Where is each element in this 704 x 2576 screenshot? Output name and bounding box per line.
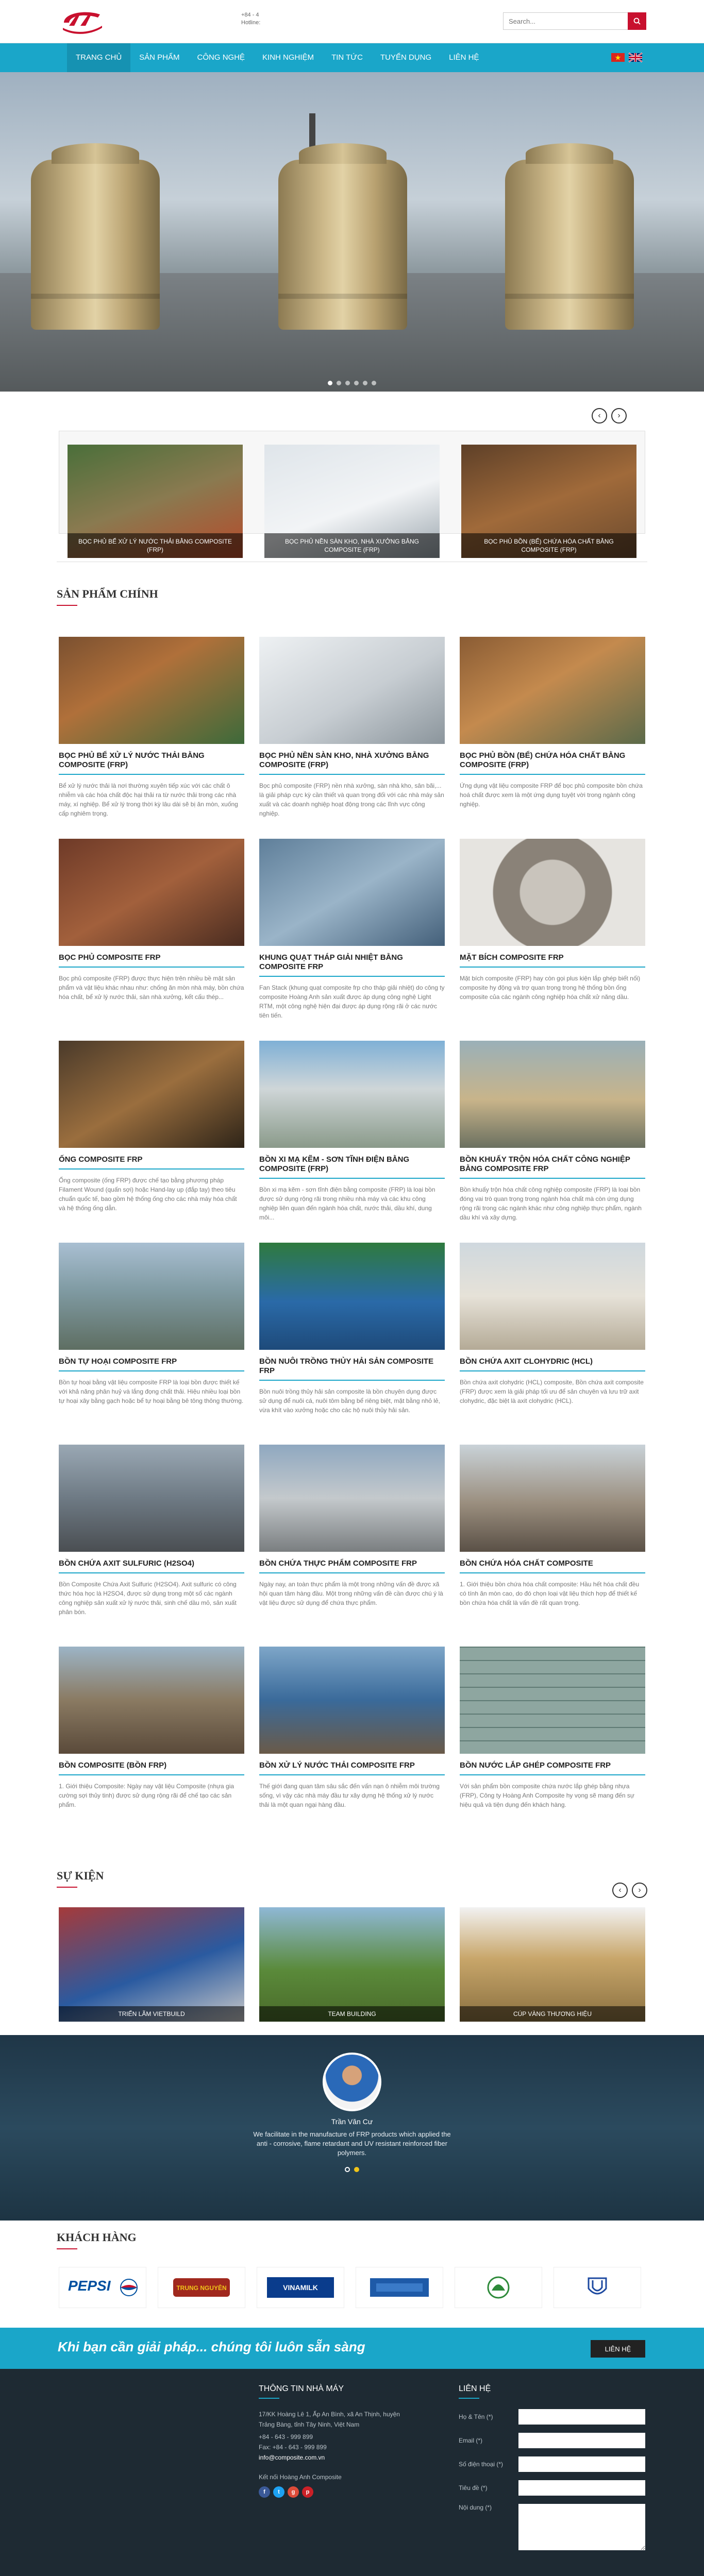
google-plus-icon[interactable]: g — [288, 2486, 299, 2498]
hero-dot[interactable] — [372, 381, 376, 385]
product-underline — [59, 1370, 244, 1371]
product-underline — [259, 1380, 445, 1381]
trung-nguyen-logo-icon — [163, 2273, 240, 2302]
prev-arrow-icon[interactable]: ‹ — [592, 408, 607, 423]
product-card[interactable] — [460, 839, 645, 1002]
product-title[interactable]: BỒN CHỨA AXIT CLOHYDRIC (HCL) — [460, 1357, 593, 1366]
nav-item-news[interactable]: TIN TỨC — [331, 53, 363, 62]
product-underline — [259, 1178, 445, 1179]
product-description: Fan Stack (khung quạt composite frp cho tháp giải nhiệt) do công ty composite Hoàng Anh sản xuất được áp dụng công nghệ Light RTM, một công nghệ hiện đại được áp dụng rộng rãi ở các nước tiên tiến. — [259, 984, 445, 1019]
product-title[interactable]: BỒN COMPOSITE (BỒN FRP) — [59, 1761, 167, 1770]
hero-slider[interactable] — [0, 72, 704, 392]
footer-connect-label: Kết nối Hoàng Anh Composite — [259, 2473, 342, 2481]
product-underline — [460, 774, 645, 775]
hero-tank — [505, 160, 634, 330]
product-image — [59, 1041, 244, 1148]
clients-section-title: KHÁCH HÀNG — [57, 2231, 137, 2249]
product-card[interactable] — [59, 1647, 244, 1809]
product-title[interactable]: BỒN CHỨA HÓA CHẤT COMPOSITE — [460, 1559, 593, 1568]
contact-email-label: Email (*) — [459, 2437, 483, 2444]
client-logo-text: VINAMILK — [283, 2283, 318, 2292]
product-title[interactable]: BỒN NUÔI TRỒNG THỦY HẢI SẢN COMPOSITE FRP — [259, 1357, 434, 1375]
product-title[interactable]: BỒN XỬ LÝ NƯỚC THẢI COMPOSITE FRP — [259, 1761, 415, 1770]
product-title[interactable]: BỒN CHỨA AXIT SULFURIC (H2SO4) — [59, 1559, 195, 1568]
product-image — [460, 1445, 645, 1552]
product-underline — [59, 1168, 244, 1170]
product-title[interactable]: KHUNG QUẠT THÁP GIẢI NHIỆT BẰNG COMPOSITE FRP — [259, 953, 403, 971]
nav-item-contact[interactable]: LIÊN HỆ — [449, 53, 479, 62]
event-card[interactable] — [460, 1907, 645, 2022]
product-title[interactable]: BỒN TỰ HOẠI COMPOSITE FRP — [59, 1357, 177, 1366]
testimonial-pagination — [0, 2167, 704, 2172]
contact-name-label: Họ & Tên (*) — [459, 2413, 493, 2420]
next-arrow-icon[interactable]: › — [632, 1883, 647, 1898]
search-button[interactable] — [628, 12, 646, 30]
testimonial-name: Trần Văn Cư — [331, 2117, 373, 2126]
footer-contact-title: LIÊN HỆ — [459, 2384, 491, 2399]
testimonial-dot[interactable] — [354, 2167, 359, 2172]
cta-contact-button[interactable]: LIÊN HỆ — [591, 2340, 645, 2358]
product-card[interactable] — [259, 1445, 445, 1607]
hero-tank — [31, 160, 160, 330]
product-image — [259, 839, 445, 946]
product-description: Thế giới đang quan tâm sâu sắc đến vấn nạn ô nhiễm môi trường sống, vì vậy các nhà máy đầu tư xây dựng hệ thống xử lý nước thải là một quan ngại hàng đầu. — [259, 1783, 440, 1808]
product-image — [59, 839, 244, 946]
contact-phone-input[interactable] — [518, 2456, 645, 2472]
search-input[interactable] — [503, 12, 628, 30]
client-green-logo-icon — [460, 2273, 537, 2302]
hero-dot[interactable] — [354, 381, 359, 385]
product-underline — [460, 1572, 645, 1573]
client-logo[interactable] — [158, 2267, 245, 2308]
product-image — [259, 1647, 445, 1754]
product-title[interactable]: MẶT BÍCH COMPOSITE FRP — [460, 953, 564, 962]
product-card[interactable] — [259, 1243, 445, 1415]
contact-message-label: Nội dung (*) — [459, 2504, 492, 2511]
product-image — [259, 1243, 445, 1350]
product-card[interactable] — [59, 1041, 244, 1212]
product-description: Ngày nay, an toàn thực phẩm là một trong những vấn đề được xã hội quan tâm hàng đầu. Một trong những vấn đề cần được chú ý là vật liệu được sử dụng để chứa thực phẩm. — [259, 1581, 443, 1606]
top-header — [0, 0, 704, 43]
contact-row-subject — [459, 2480, 645, 2496]
event-caption: TRIỂN LÃM VIETBUILD — [59, 2006, 244, 2022]
product-image — [259, 1445, 445, 1552]
product-title[interactable]: ỐNG COMPOSITE FRP — [59, 1155, 143, 1164]
product-description: Bồn xi mạ kẽm - sơn tĩnh điện bằng composite (FRP) là loại bồn được sử dụng rộng rãi trong nhiều nhà máy và các khu công nghiệp liên quan đến ngành hóa chất, nước thải, dầu khí, dung môi... — [259, 1186, 435, 1221]
product-underline — [59, 967, 244, 968]
event-caption: TEAM BUILDING — [259, 2006, 445, 2022]
product-card[interactable] — [259, 839, 445, 1019]
testimonial-quote: We facilitate in the manufacture of FRP products which applied the anti - corrosive, flame retardant and UV resistant reinforced fiber polymers. — [253, 2130, 451, 2157]
product-description: Bọc phủ composite (FRP) được thực hiện trên nhiều bề mặt sản phẩm và vật liệu khác nhau như: chống ăn mòn nhà máy, bồn chứa hóa chất, bể xử lý nước thải, sàn nhà xưởng, kết cấu thép... — [59, 975, 244, 1001]
product-image — [460, 637, 645, 744]
product-description: 1. Giới thiệu Composite: Ngày nay vật liệu Composite (nhựa gia cường sợi thủy tinh) được sử dụng rộng rãi để chế tạo các sản phẩm. — [59, 1783, 234, 1808]
product-underline — [259, 976, 445, 977]
products-section-title: SẢN PHẨM CHÍNH — [57, 587, 158, 606]
product-description: Bồn tự hoại bằng vật liệu composite FRP là loại bồn được thiết kế với khả năng phân huỷ và lắng đọng chất thải. Hiệu nhiều loại bồn tự hoại xây bằng gạch hoặc bể tự hoại bằng bê tông thông thường. — [59, 1379, 244, 1404]
product-description: Ứng dụng vật liệu composite FRP để bọc phủ composite bồn chứa hoá chất được xem là một ứng dụng tuyệt vời trong ngành công nghiệp. — [460, 782, 643, 808]
twitter-icon[interactable]: t — [273, 2486, 284, 2498]
event-caption: CÚP VÀNG THƯƠNG HIỆU — [460, 2006, 645, 2022]
client-logo[interactable] — [455, 2267, 542, 2308]
product-underline — [59, 774, 244, 775]
product-description: Bồn Composite Chứa Axit Sulfuric (H2SO4). Axit sulfuric có công thức hóa học là H2SO4, được sử dụng trong một số các ngành công nghiệp sản xuất xử lý nước thải, sinh chế dầu mỏ, sản xuất phân bón. — [59, 1581, 237, 1616]
client-logo[interactable] — [356, 2267, 443, 2308]
featured-box — [59, 431, 645, 553]
contact-subject-label: Tiêu đề (*) — [459, 2484, 488, 2492]
product-underline — [259, 1774, 445, 1775]
product-title[interactable]: BỒN XI MẠ KẼM - SƠN TĨNH ĐIỆN BẰNG COMPOSITE (FRP) — [259, 1155, 410, 1173]
product-description: Bọc phủ composite (FRP) nền nhà xưởng, sàn nhà kho, sân bãi,... là giải pháp cực kỳ cần thiết và quan trọng đối với các nhà máy sản xuất và các doanh nghiệp hoạt động trong các lĩnh vực công nghiệp. — [259, 782, 444, 817]
product-card[interactable] — [259, 1647, 445, 1809]
product-card[interactable] — [460, 1243, 645, 1405]
product-image — [59, 1647, 244, 1754]
facebook-icon[interactable]: f — [259, 2486, 270, 2498]
contact-name-input[interactable] — [518, 2409, 645, 2425]
product-image — [59, 1243, 244, 1350]
product-card[interactable] — [59, 637, 244, 817]
event-card[interactable] — [59, 1907, 244, 2022]
product-description: Bồn khuấy trộn hóa chất công nghiệp composite (FRP) là loại bồn đóng vai trò quan trọng trong ngành hóa chất mà còn ứng dụng rộng rãi trong các ngành khác như công nghiệp thực phẩm, ngành dầu khí và xây dựng. — [460, 1186, 642, 1221]
contact-row-email — [459, 2433, 645, 2448]
product-card[interactable] — [460, 637, 645, 809]
product-underline — [259, 1572, 445, 1573]
product-title[interactable]: BỌC PHỦ BỂ XỬ LÝ NƯỚC THẢI BẰNG COMPOSITE (FRP) — [59, 751, 205, 769]
product-image — [59, 637, 244, 744]
hero-tank — [278, 160, 407, 330]
client-logo-text: TRUNG NGUYÊN — [176, 2284, 227, 2292]
product-description: 1. Giới thiệu bồn chứa hóa chất composite: Hầu hết hóa chất đều có tính ăn mòn cao, do đó chọn loại vật liệu thích hợp để thiết kế bồn chứa hóa chất là vấn đề rất quan trọng. — [460, 1581, 640, 1606]
nav-item-home[interactable]: TRANG CHỦ — [67, 43, 130, 72]
contact-message-input[interactable] — [518, 2504, 645, 2550]
featured-caption: BỌC PHỦ BỒN (BỂ) CHỨA HÓA CHẤT BẰNG COMPOSITE (FRP) — [461, 533, 636, 558]
hotline — [241, 11, 260, 27]
product-underline — [460, 967, 645, 968]
product-underline — [59, 1774, 244, 1775]
product-image — [59, 1445, 244, 1552]
product-card[interactable] — [259, 637, 445, 817]
nav-item-technology[interactable]: CÔNG NGHỆ — [197, 53, 245, 62]
product-underline — [460, 1178, 645, 1179]
uk-flag-icon[interactable] — [629, 53, 642, 62]
product-underline — [460, 1774, 645, 1775]
product-title[interactable]: BỒN KHUẤY TRỘN HÓA CHẤT CÔNG NGHIỆP BẰNG COMPOSITE FRP — [460, 1155, 630, 1173]
events-section-title: SỰ KIỆN — [57, 1869, 104, 1888]
client-logo-text: PEPSI — [68, 2278, 111, 2294]
product-card[interactable] — [59, 839, 244, 1002]
search-icon — [633, 18, 641, 25]
client-logo[interactable] — [257, 2267, 344, 2308]
product-underline — [59, 1572, 244, 1573]
product-underline — [460, 1370, 645, 1371]
language-switcher — [611, 53, 642, 62]
featured-caption: BỌC PHỦ NỀN SÀN KHO, NHÀ XƯỞNG BẰNG COMPOSITE (FRP) — [264, 533, 440, 558]
product-image — [259, 1041, 445, 1148]
product-image — [460, 1647, 645, 1754]
search-bar — [503, 12, 646, 30]
pinterest-icon[interactable]: p — [302, 2486, 313, 2498]
client-logo[interactable] — [59, 2267, 146, 2308]
nav-item-experience[interactable]: KINH NGHIỆM — [262, 53, 314, 62]
footer — [0, 2369, 704, 2576]
footer-fax: Fax: +84 - 643 - 999 899 — [259, 2444, 327, 2451]
hero-dot[interactable] — [363, 381, 367, 385]
contact-phone-label: Số điện thoại (*) — [459, 2461, 504, 2468]
vietnam-flag-icon[interactable] — [611, 53, 625, 62]
product-underline — [259, 774, 445, 775]
hero-dot[interactable] — [345, 381, 350, 385]
product-title[interactable]: BỌC PHỦ NỀN SÀN KHO, NHÀ XƯỞNG BẰNG COMPOSITE (FRP) — [259, 751, 429, 769]
hero-pagination — [0, 381, 704, 385]
hotline-label: Hotline: — [241, 20, 261, 26]
product-description: Bồn chứa axit clohydric (HCL) composite, Bồn chứa axit composite (FRP) được xem là giải pháp tối ưu để sản chuyên và lưu trữ axit clohydric, đặc biệt là axit clohydric (HCL). — [460, 1379, 644, 1404]
contact-subject-input[interactable] — [518, 2480, 645, 2496]
cta-text: Khi bạn cần giải pháp... chúng tôi luôn sẵn sàng — [58, 2339, 365, 2354]
contact-row-name — [459, 2409, 645, 2425]
featured-carousel — [0, 392, 704, 551]
footer-phone: +84 - 643 - 999 899 — [259, 2433, 313, 2441]
product-card[interactable] — [259, 1041, 445, 1221]
featured-arrows — [592, 408, 627, 423]
product-card[interactable] — [460, 1647, 645, 1809]
contact-email-input[interactable] — [518, 2433, 645, 2448]
footer-info-title: THÔNG TIN NHÀ MÁY — [259, 2384, 344, 2399]
company-logo[interactable] — [59, 7, 105, 37]
hero-dot[interactable] — [337, 381, 341, 385]
product-card[interactable] — [59, 1243, 244, 1405]
product-title[interactable]: BỒN CHỨA THỰC PHẨM COMPOSITE FRP — [259, 1559, 417, 1568]
product-image — [460, 839, 645, 946]
nav-item-products[interactable]: SẢN PHẨM — [139, 53, 180, 62]
featured-card[interactable] — [68, 445, 243, 558]
contact-row-phone — [459, 2456, 645, 2472]
vinamilk-logo-icon — [262, 2273, 339, 2302]
product-description: Ống composite (ống FRP) được chế tạo bằng phương pháp Filament Wound (quấn sợi) hoặc Hand-lay up (đắp tay) theo tiêu chuẩn quốc tế, bao gồm hệ thống ống cho các nhà máy hóa chất và hệ thống ống dẫn. — [59, 1177, 237, 1212]
unilever-logo-icon — [559, 2273, 636, 2302]
product-title[interactable]: BỒN NƯỚC LẮP GHÉP COMPOSITE FRP — [460, 1761, 611, 1770]
nav-list — [67, 43, 488, 72]
footer-social — [259, 2486, 313, 2498]
product-image — [460, 1243, 645, 1350]
footer-email[interactable]: info@composite.com.vn — [259, 2454, 325, 2461]
next-arrow-icon[interactable]: › — [611, 408, 627, 423]
main-nav — [0, 43, 704, 72]
client-blue-logo-icon — [361, 2273, 438, 2302]
nav-item-recruitment[interactable]: TUYỂN DỤNG — [380, 53, 432, 62]
events-arrows — [612, 1883, 647, 1898]
cta-banner — [0, 2328, 704, 2369]
product-card[interactable] — [460, 1445, 645, 1607]
product-title[interactable]: BỌC PHỦ COMPOSITE FRP — [59, 953, 161, 962]
product-card[interactable] — [59, 1445, 244, 1616]
prev-arrow-icon[interactable]: ‹ — [612, 1883, 628, 1898]
hotline-number: +84 - 4 — [241, 12, 259, 18]
pepsi-logo-icon — [64, 2273, 141, 2302]
product-card[interactable] — [460, 1041, 645, 1221]
testimonial-dot[interactable] — [345, 2167, 350, 2172]
product-description: Bể xử lý nước thải là nơi thường xuyên tiếp xúc với các chất ô nhiễm và các hóa chất độc hại thải ra từ nước thải trong các nhà máy, xí nghiệp. Bể xử lý trong thời kỳ lâu dài sẽ bị ăn mòn, xuống cấp nghiêm trọng. — [59, 782, 238, 817]
product-image — [460, 1041, 645, 1148]
client-logo[interactable] — [554, 2267, 641, 2308]
testimonial-section — [0, 2035, 704, 2221]
product-description: Mặt bích composite (FRP) hay còn gọi plus kiện lắp ghép biết nối) composite hy động và trợ quan trọng trong hệ thống bồn ống composite của các ngành công nghiệp hóa chất xử năng dầu. — [460, 975, 641, 1001]
product-description: Với sản phẩm bồn composite chứa nước lắp ghép bằng nhựa (FRP), Công ty Hoàng Anh Composite hy vọng sẽ mang đến sự hiệu quả và tiện dụng đến khách hàng. — [460, 1783, 634, 1808]
event-card[interactable] — [259, 1907, 445, 2022]
testimonial-avatar — [323, 2053, 381, 2111]
product-title[interactable]: BỌC PHỦ BỒN (BỂ) CHỨA HÓA CHẤT BẰNG COMPOSITE (FRP) — [460, 751, 626, 769]
contact-row-message — [459, 2504, 645, 2550]
featured-card[interactable] — [264, 445, 440, 558]
featured-caption: BỌC PHỦ BỂ XỬ LÝ NƯỚC THẢI BẰNG COMPOSITE (FRP) — [68, 533, 243, 558]
product-description: Bồn nuôi trồng thủy hải sản composite là bồn chuyên dụng được sử dụng để nuôi cá, nuôi tôm bằng bể riêng biệt, mặt bằng nhỏ lẻ, vừa khít vào xưởng hoặc cho các hộ nuôi thủy hải sản. — [259, 1388, 440, 1414]
footer-address: 17/KK Hoàng Lê 1, Ấp An Bình, xã An Thịnh, huyện Trảng Bàng, tỉnh Tây Ninh, Việt Nam — [259, 2411, 400, 2428]
hero-dot[interactable] — [328, 381, 332, 385]
featured-card[interactable] — [461, 445, 636, 558]
product-image — [259, 637, 445, 744]
